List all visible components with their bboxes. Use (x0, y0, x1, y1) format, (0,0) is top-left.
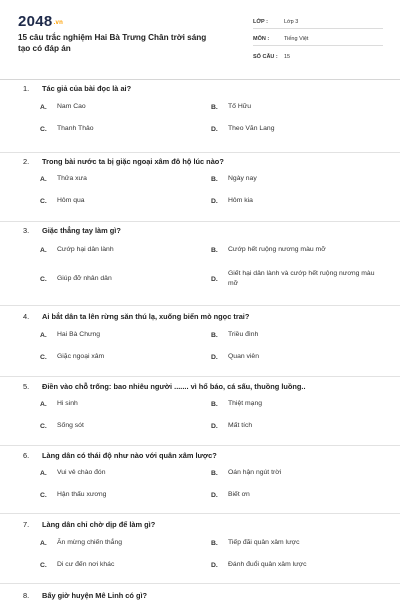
option-letter: C. (40, 125, 47, 133)
answer-option-d[interactable] (211, 490, 250, 500)
option-letter: D. (211, 125, 218, 133)
option-text: Ngày nay (228, 175, 257, 182)
question-item (0, 584, 400, 600)
option-letter: A. (40, 175, 47, 183)
question-heading (23, 520, 155, 529)
option-text: Thiệt mạng (228, 400, 263, 407)
option-letter: C. (40, 561, 47, 569)
option-text: Hôm qua (57, 197, 85, 204)
question-heading (23, 451, 217, 460)
answer-option-b[interactable] (211, 399, 262, 409)
answer-option-c[interactable] (40, 274, 112, 284)
question-text: Trong bài nước ta bị giặc ngoại xâm đô hộ lúc nào? (42, 157, 224, 166)
question-text: Điền vào chỗ trống: bao nhiêu người ....... vì hổ báo, cá sấu, thuồng luồng.. (42, 382, 306, 391)
question-heading (23, 226, 121, 235)
option-letter: C. (40, 197, 47, 205)
option-text: Triều đình (228, 331, 259, 338)
answer-option-c[interactable] (40, 196, 85, 206)
meta-label: LỚP : (253, 19, 268, 25)
question-heading (23, 382, 306, 391)
option-text: Quan viên (228, 353, 259, 360)
document-title: 15 câu trắc nghiệm Hai Bà Trưng Chân trời sáng tạo có đáp án (18, 33, 207, 53)
answer-option-d[interactable] (211, 352, 259, 362)
option-letter: D. (211, 353, 218, 361)
question-number: 4. (23, 312, 30, 321)
option-letter: D. (211, 561, 218, 569)
answer-option-b[interactable] (211, 538, 299, 548)
document-meta (253, 14, 383, 65)
option-text: Cướp hết ruộng nương màu mỡ (228, 246, 326, 253)
question-text: Tác giả của bài đọc là ai? (42, 84, 132, 93)
option-letter: B. (211, 539, 218, 547)
option-text: Hận thấu xương (57, 491, 107, 498)
option-letter: B. (211, 331, 218, 339)
option-letter: B. (211, 175, 218, 183)
answer-option-a[interactable] (40, 102, 86, 112)
question-item (0, 377, 400, 446)
option-text: Tố Hữu (228, 103, 252, 110)
option-text: Mất tích (228, 422, 253, 429)
meta-label: SỐ CÂU : (253, 54, 278, 60)
option-text: Thanh Thảo (57, 125, 94, 132)
meta-value: Lớp 3 (284, 19, 299, 25)
answer-option-b[interactable] (211, 174, 257, 184)
meta-class (253, 14, 383, 29)
option-text: Di cư đến nơi khác (57, 561, 115, 568)
question-number: 2. (23, 157, 30, 166)
option-letter: A. (40, 331, 47, 339)
option-letter: D. (211, 275, 218, 283)
option-text: Sống sót (57, 422, 84, 429)
answer-option-a[interactable] (40, 468, 106, 478)
question-item (0, 306, 400, 377)
brand-logo[interactable] (18, 13, 63, 30)
option-letter: C. (40, 275, 47, 283)
option-text: Tiếp đãi quân xâm lược (228, 539, 300, 546)
question-text: Làng dân chỉ chờ dịp để làm gì? (42, 520, 156, 529)
option-text: Giặc ngoại xâm (57, 353, 105, 360)
option-text: Ăn mừng chiến thắng (57, 539, 123, 546)
option-letter: A. (40, 103, 47, 111)
answer-option-c[interactable] (40, 421, 84, 431)
answer-option-b[interactable] (211, 330, 258, 340)
answer-option-c[interactable] (40, 490, 106, 500)
question-heading (23, 312, 249, 321)
question-heading (23, 591, 147, 600)
answer-option-c[interactable] (40, 560, 114, 570)
brand-name: 2048 (18, 13, 53, 30)
answer-option-d[interactable] (211, 196, 253, 206)
option-letter: B. (211, 246, 218, 254)
option-letter: B. (211, 400, 218, 408)
option-text: Hôm kia (228, 197, 253, 204)
option-text: Nam Cao (57, 103, 86, 110)
answer-option-b[interactable] (211, 245, 326, 255)
option-letter: A. (40, 539, 47, 547)
document-header (0, 0, 400, 80)
option-letter: A. (40, 469, 47, 477)
option-letter: C. (40, 353, 47, 361)
option-text: Đánh đuổi quân xâm lược (228, 561, 307, 568)
question-number: 6. (23, 451, 30, 460)
option-text: Theo Văn Lang (228, 125, 275, 132)
option-letter: D. (211, 491, 218, 499)
answer-option-a[interactable] (40, 245, 114, 255)
question-number: 3. (23, 226, 30, 235)
question-number: 7. (23, 520, 30, 529)
option-text: Giúp đỡ nhân dân (57, 275, 112, 282)
question-item (0, 80, 400, 153)
option-text: Hi sinh (57, 400, 78, 407)
answer-option-a[interactable] (40, 174, 87, 184)
answer-option-d[interactable] (211, 124, 274, 134)
question-number: 8. (23, 591, 30, 600)
answer-option-a[interactable] (40, 538, 122, 548)
option-text: Thửa xưa (57, 175, 87, 182)
option-text: Oán hận ngút trời (228, 469, 282, 476)
brand-suffix: .vn (53, 20, 64, 26)
answer-option-a[interactable] (40, 330, 100, 340)
option-letter: B. (211, 103, 218, 111)
answer-option-c[interactable] (40, 352, 104, 362)
option-letter: C. (40, 422, 47, 430)
meta-value: Tiếng Việt (284, 36, 309, 42)
option-letter: A. (40, 400, 47, 408)
option-text: Vui vẻ chào đón (57, 469, 106, 476)
answer-option-b[interactable] (211, 102, 251, 112)
option-letter: C. (40, 491, 47, 499)
answer-option-b[interactable] (211, 468, 281, 478)
question-text: Làng dân có thái độ như nào với quân xâm lược? (42, 451, 217, 460)
answer-option-d[interactable] (211, 421, 252, 431)
option-text: Giết hại dân lành và cướp hết ruộng nương màu mỡ (228, 270, 375, 287)
question-heading (23, 84, 131, 93)
question-text: Bấy giờ huyện Mê Linh có gì? (42, 591, 148, 600)
question-text: Ai bắt dân ta lên rừng săn thú lạ, xuống biển mò ngọc trai? (42, 312, 250, 321)
question-number: 5. (23, 382, 30, 391)
option-text: Cướp hại dân lành (57, 246, 114, 253)
meta-subject (253, 31, 383, 46)
question-item (0, 446, 400, 514)
option-text: Biết ơn (228, 491, 250, 498)
question-item (0, 153, 400, 222)
answer-option-c[interactable] (40, 124, 94, 134)
answer-option-d[interactable] (211, 560, 307, 570)
question-heading (23, 157, 224, 166)
meta-label: MÔN : (253, 36, 270, 42)
answer-option-d[interactable] (211, 269, 384, 289)
option-letter: B. (211, 469, 218, 477)
option-text: Hai Bà Chưng (57, 331, 101, 338)
option-letter: D. (211, 197, 218, 205)
meta-value: 15 (284, 54, 291, 60)
question-item (0, 514, 400, 584)
option-letter: A. (40, 246, 47, 254)
question-text: Giặc thẳng tay làm gì? (42, 226, 121, 235)
meta-question-count (253, 48, 383, 63)
question-number: 1. (23, 84, 30, 93)
question-item (0, 222, 400, 306)
answer-option-a[interactable] (40, 399, 78, 409)
option-letter: D. (211, 422, 218, 430)
